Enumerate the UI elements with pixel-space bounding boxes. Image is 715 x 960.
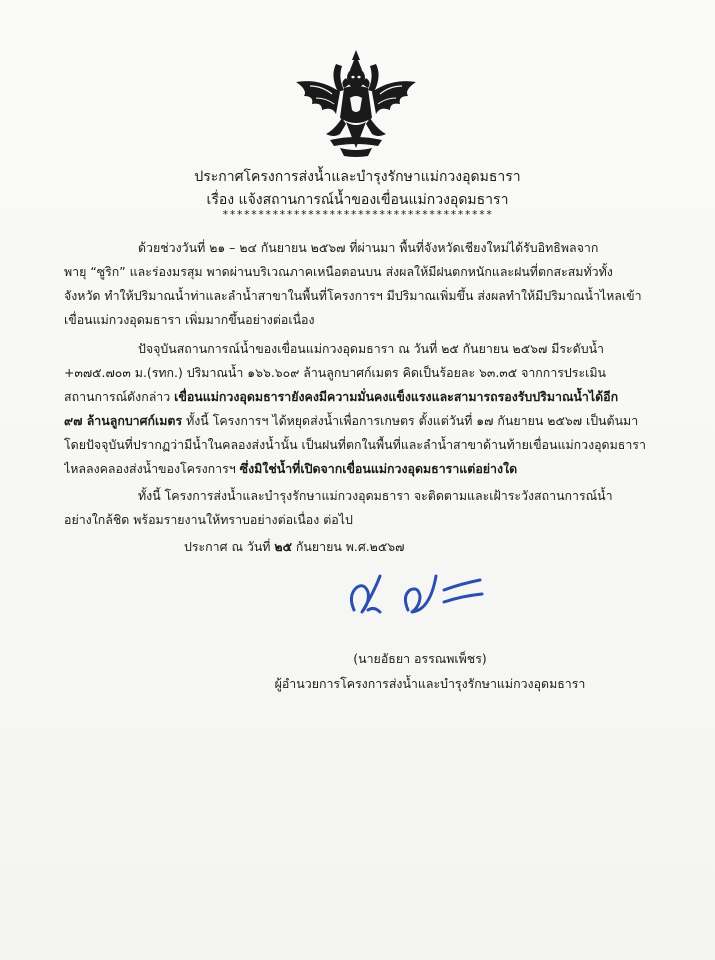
date-line [64, 535, 654, 559]
paragraph-line: จังหวัด ทำให้ปริมาณน้ำท่าและลำน้ำสาขาในพื้นที่โครงการฯ มีปริมาณเพิ่มขึ้น ส่งผลทำให้มีปริมาณน้ำไหลเข้า [64, 288, 642, 303]
paragraph-situation [64, 236, 654, 332]
title-separator: ************************************** [222, 208, 493, 221]
date-prefix: ประกาศ ณ วันที่ [184, 539, 271, 554]
date-day: ๒๕ [274, 539, 292, 554]
bold-text: เขื่อนแม่กวงอุดมธารายังคงมีความมั่นคงแข็งแรงและสามารถรองรับปริมาณน้ำได้อีก [174, 389, 619, 404]
handwritten-signature [340, 566, 500, 626]
paragraph-line [64, 457, 654, 481]
paragraph-line: พายุ “ซูริก” และร่องมรสุม พาดผ่านบริเวณภาคเหนือตอนบน ส่งผลให้มีฝนตกหนักและฝนที่ตกสะสมทั่วทั้ง [64, 264, 613, 279]
normal-text: ทั้งนี้ โครงการฯ ได้หยุดส่งน้ำเพื่อการเกษตร ตั้งแต่วันที่ ๑๗ กันยายน ๒๕๖๗ เป็นต้นมา [182, 413, 639, 428]
signatory-position: ผู้อำนวยการโครงการส่งน้ำและบำรุงรักษาแม่กวงอุดมธารา [274, 676, 586, 691]
normal-text: ไหลลงคลองส่งน้ำของโครงการฯ [64, 461, 240, 476]
paragraph-line: ทั้งนี้ โครงการส่งน้ำและบำรุงรักษาแม่กวงอุดมธารา จะติดตามและเฝ้าระวังสถานการณ์น้ำ [138, 488, 613, 503]
paragraph-line [64, 385, 654, 409]
paragraph-line: เขื่อนแม่กวงอุดมธารา เพิ่มมากขึ้นอย่างต่อเนื่อง [64, 312, 315, 327]
paragraph-line: ปัจจุบันสถานการณ์น้ำของเขื่อนแม่กวงอุดมธารา ณ วันที่ ๒๕ กันยายน ๒๕๖๗ มีระดับน้ำ [138, 341, 605, 356]
date-suffix: กันยายน พ.ศ.๒๕๖๗ [291, 539, 405, 554]
paragraph-monitoring [64, 484, 654, 532]
announcement-date [64, 535, 654, 559]
bold-text: ซึ่งมิใช่น้ำที่เปิดจากเขื่อนแม่กวงอุดมธาราแต่อย่างใด [239, 461, 518, 476]
garuda-emblem-icon [290, 48, 422, 160]
paragraph-line: +๓๗๕.๗๐๓ ม.(รทก.) ปริมาณน้ำ ๑๖๖.๖๐๙ ล้านลูกบาศก์เมตร คิดเป็นร้อยละ ๖๓.๓๕ จากการประเมิน [64, 365, 606, 380]
signatory-name: (นายอัธยา อรรณพเพ็ชร) [353, 651, 487, 666]
announcement-title: ประกาศโครงการส่งน้ำและบำรุงรักษาแม่กวงอุดมธารา [194, 169, 521, 185]
announcement-subject: เรื่อง แจ้งสถานการณ์น้ำของเขื่อนแม่กวงอุดมธารา [206, 192, 509, 208]
paragraph-current-status [64, 337, 654, 481]
normal-text: สถานการณ์ดังกล่าว [64, 389, 175, 404]
paragraph-line: ด้วยช่วงวันที่ ๒๑ – ๒๔ กันยายน ๒๕๖๗ ที่ผ่านมา พื้นที่จังหวัดเชียงใหม่ได้รับอิทธิพลจาก [138, 240, 599, 255]
paragraph-line: โดยปัจจุบันที่ปรากฏว่ามีน้ำในคลองส่งน้ำนั้น เป็นฝนที่ตกในพื้นที่และลำน้ำสาขาด้านท้ายเขื่อนแม่กวงอุดมธารา [64, 437, 646, 452]
bold-text: ๙๗ ล้านลูกบาศก์เมตร [64, 413, 183, 428]
paragraph-line [64, 409, 654, 433]
paragraph-line: อย่างใกล้ชิด พร้อมรายงานให้ทราบอย่างต่อเนื่อง ต่อไป [64, 512, 353, 527]
